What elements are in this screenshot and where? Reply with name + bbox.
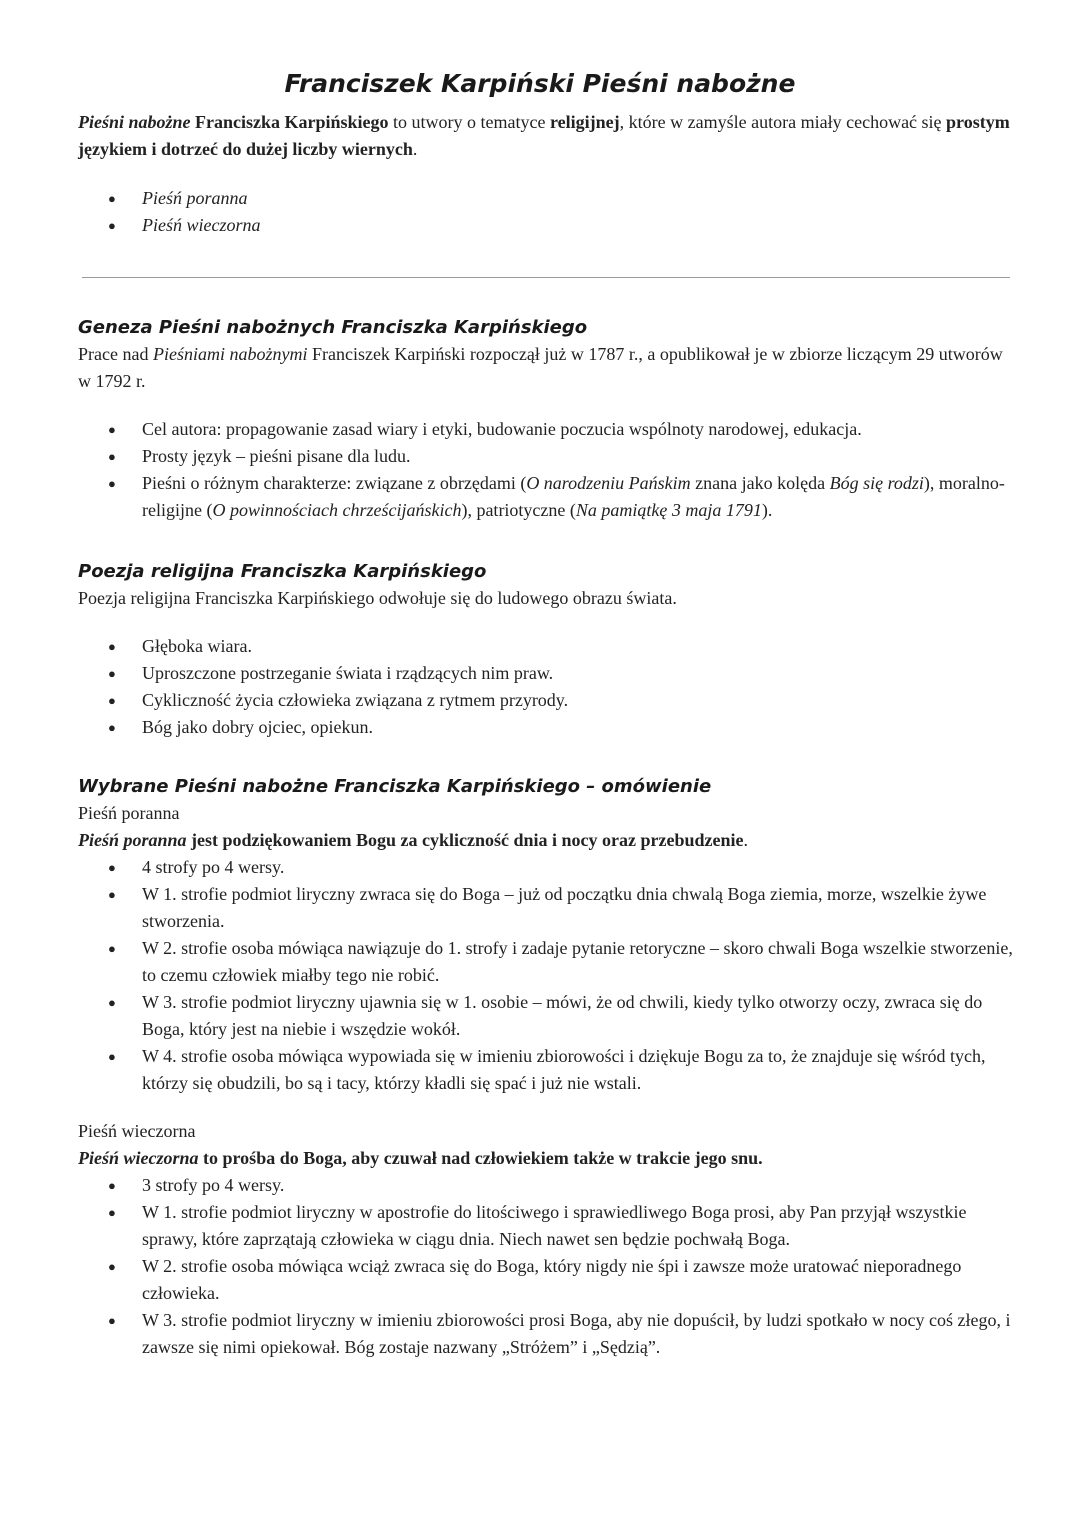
list-item: ● Uproszczone postrzeganie świata i rządzących nim praw. xyxy=(78,660,1018,687)
list-item: ● Prosty język – pieśni pisane dla ludu. xyxy=(78,443,1018,470)
geneza-work-title: Pieśniami nabożnymi xyxy=(152,344,308,364)
poranna-lead xyxy=(78,827,1018,854)
geneza-item3-title-d: Bóg się rodzi xyxy=(829,473,924,493)
wieczorna-lead-title: Pieśń wieczorna xyxy=(78,1148,199,1168)
poezja-heading: Poezja religijna Franciszka Karpińskiego xyxy=(78,561,487,582)
list-item: ● W 2. strofie osoba mówiąca nawiązuje do 1. strofy i zadaje pytanie retoryczne – skoro chwali Boga wszelkie stworzenie, to czemu człowiek miałby tego nie robić. xyxy=(78,935,1018,989)
list-item: ● 3 strofy po 4 wersy. xyxy=(78,1172,1018,1199)
wieczorna-list xyxy=(78,1172,1018,1361)
geneza-text-2: Franciszek Karpiński rozpoczął już w 1787 r., a opublikował je w zbiorze liczącym 29 utworów w 1792 r. xyxy=(78,344,1003,391)
poezja-section xyxy=(78,558,1018,741)
geneza-heading: Geneza Pieśni nabożnych Franciszka Karpińskiego xyxy=(78,317,588,338)
geneza-item3-text-e: ), moralno-religijne ( xyxy=(142,473,1005,520)
geneza-item3-text-i: ). xyxy=(761,500,773,520)
poranna-lead-text: jest podziękowaniem Bogu za cykliczność dnia i nocy oraz przebudzenie xyxy=(186,830,744,850)
horizontal-divider xyxy=(82,277,1010,278)
intro-period: . xyxy=(412,139,418,159)
list-item: ● Bóg jako dobry ojciec, opiekun. xyxy=(78,714,1018,741)
wybrane-section xyxy=(78,773,1018,1361)
geneza-text-1: Prace nad xyxy=(78,344,153,364)
intro-list-item-wieczorna: Pieśń wieczorna xyxy=(142,215,261,235)
intro-list-item-poranna: Pieśń poranna xyxy=(142,188,248,208)
geneza-item3-title-h: Na pamiątkę 3 maja 1791 xyxy=(575,500,762,520)
intro-author: Franciszka Karpińskiego xyxy=(195,112,389,132)
list-item xyxy=(78,185,1018,212)
list-item: ● W 2. strofie osoba mówiąca wciąż zwraca się do Boga, który nigdy nie śpi i zawsze może uratować nieporadnego człowieka. xyxy=(78,1253,1018,1307)
geneza-item3-text-c: znana jako kolęda xyxy=(690,473,830,493)
intro-work-title: Pieśni nabożne xyxy=(78,112,191,132)
intro-key-phrase: prostym językiem i dotrzeć do dużej liczby wiernych xyxy=(78,112,1010,159)
poezja-paragraph: Poezja religijna Franciszka Karpińskiego odwołuje się do ludowego obrazu świata. xyxy=(78,588,677,608)
intro-section xyxy=(78,109,1018,239)
intro-text-2: , które w zamyśle autora miały cechować się xyxy=(619,112,947,132)
list-item: ● W 4. strofie osoba mówiąca wypowiada się w imieniu zbiorowości i dziękuje Bogu za to, że znajduje się wśród tych, którzy się obudzili, bo są i tacy, którzy kładli się spać i już nie wstali. xyxy=(78,1043,1018,1097)
list-item: ● W 3. strofie podmiot liryczny ujawnia się w 1. osobie – mówi, że od chwili, kiedy tylko otworzy oczy, zwraca się do Boga, który jest na niebie i wszędzie wokół. xyxy=(78,989,1018,1043)
geneza-item3-title-b: O narodzeniu Pańskim xyxy=(526,473,691,493)
intro-text-1: to utwory o tematyce xyxy=(388,112,551,132)
wieczorna-lead-text: to prośba do Boga, aby czuwał nad człowiekiem także w trakcie jego snu. xyxy=(198,1148,763,1168)
list-item: ● Cykliczność życia człowieka związana z rytmem przyrody. xyxy=(78,687,1018,714)
intro-religious: religijnej xyxy=(550,112,620,132)
geneza-paragraph xyxy=(78,341,1018,395)
wybrane-heading: Wybrane Pieśni nabożne Franciszka Karpińskiego – omówienie xyxy=(78,776,712,797)
geneza-item3-title-f: O powinnościach chrześcijańskich xyxy=(212,500,462,520)
poezja-list xyxy=(78,633,1018,741)
list-item: ● W 3. strofie podmiot liryczny w imieniu zbiorowości prosi Boga, aby nie dopuścił, by ludzi spotkało w nocy coś złego, i zawsze się nimi opiekował. Bóg zostaje nazwany „Stróżem” i „Sędzią”. xyxy=(78,1307,1018,1361)
intro-paragraph xyxy=(78,109,1018,163)
geneza-item3-text-g: ), patriotyczne ( xyxy=(461,500,576,520)
list-item xyxy=(78,212,1018,239)
wieczorna-lead xyxy=(78,1145,1018,1172)
geneza-item3-text-a: Pieśni o różnym charakterze: związane z obrzędami ( xyxy=(142,473,527,493)
poranna-list xyxy=(78,854,1018,1097)
wieczorna-label: Pieśń wieczorna xyxy=(78,1121,196,1141)
list-item: ● 4 strofy po 4 wersy. xyxy=(78,854,1018,881)
list-item: ● W 1. strofie podmiot liryczny zwraca się do Boga – już od początku dnia chwalą Boga ziemia, morze, wszelkie żywe stworzenia. xyxy=(78,881,1018,935)
list-item: ● W 1. strofie podmiot liryczny w apostrofie do litościwego i sprawiedliwego Boga prosi, aby Pan przyjął wszystkie sprawy, które zaprzątają człowieka w ciągu dnia. Niech nawet sen będzie pochwałą Boga. xyxy=(78,1199,1018,1253)
poranna-lead-period: . xyxy=(743,830,749,850)
poranna-lead-title: Pieśń poranna xyxy=(78,830,187,850)
list-item: ● Cel autora: propagowanie zasad wiary i etyki, budowanie poczucia wspólnoty narodowej, edukacja. xyxy=(78,416,1018,443)
geneza-list xyxy=(78,416,1018,524)
geneza-section xyxy=(78,314,1018,524)
intro-list xyxy=(78,185,1018,239)
list-item: ● Głęboka wiara. xyxy=(78,633,1018,660)
list-item xyxy=(78,470,1018,524)
document-title: Franciszek Karpiński Pieśni nabożne xyxy=(284,69,796,98)
poranna-label: Pieśń poranna xyxy=(78,803,180,823)
